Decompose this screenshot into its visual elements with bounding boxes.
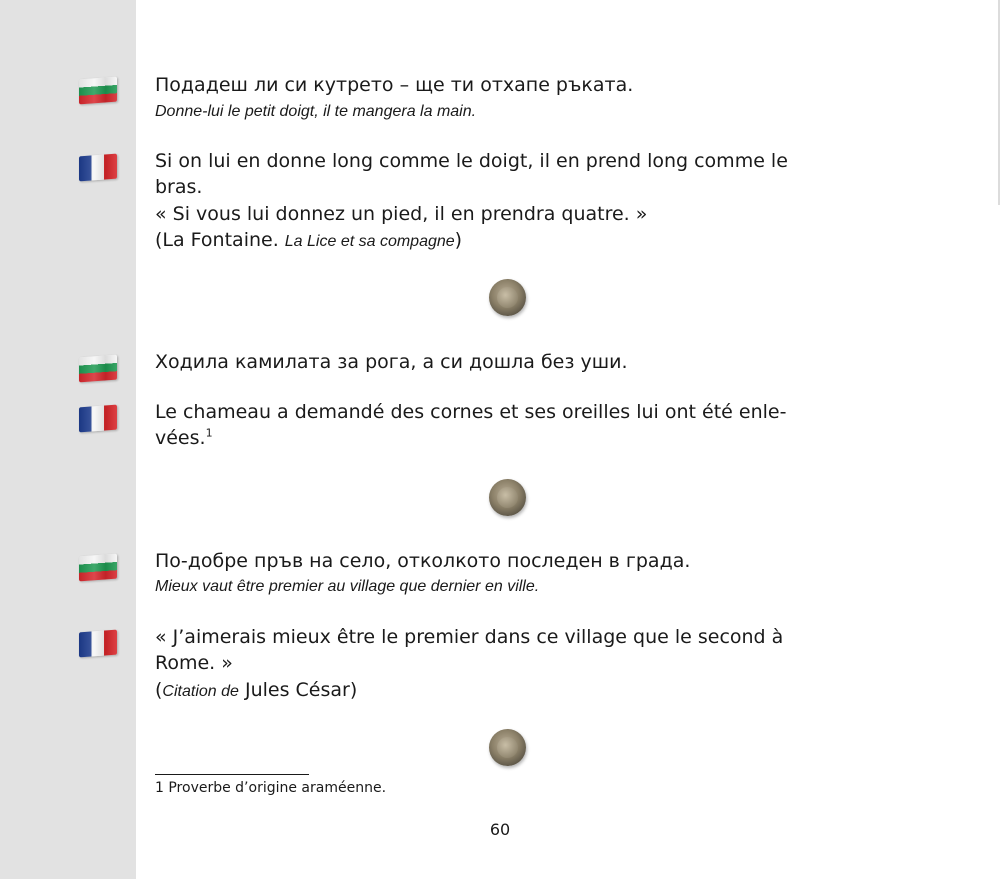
- proverb-bg-1: Подадеш ли си кутрето – ще ти отхапе ръката.: [155, 74, 634, 96]
- page-gutter: [0, 0, 136, 879]
- coin-icon: [489, 479, 526, 516]
- bulgaria-flag-icon: [79, 77, 117, 105]
- coin-icon: [489, 729, 526, 766]
- proverb-fr-2-line2: [155, 427, 213, 449]
- proverb-fr-1-line1: Si on lui en donne long comme le doigt, il en prend long comme le: [155, 150, 788, 172]
- france-flag-icon: [79, 630, 117, 658]
- france-flag-icon: [79, 154, 117, 182]
- source-label: Citation de: [162, 683, 239, 700]
- france-flag-icon: [79, 405, 117, 433]
- source-author: (La Fontaine.: [155, 229, 285, 251]
- proverb-fr-1-source: [155, 229, 462, 251]
- proverb-bg-2: Ходила камилата за рога, а си дошла без уши.: [155, 351, 628, 373]
- proverb-fr-1-line2: bras.: [155, 176, 203, 198]
- proverb-fr-3-source: [155, 679, 357, 701]
- source-title: La Lice et sa compagne: [284, 233, 455, 250]
- proverb-bg-3: По-добре пръв на село, отколкото последен в града.: [155, 550, 691, 572]
- footnote-rule: [155, 774, 309, 775]
- bulgaria-flag-icon: [79, 355, 117, 383]
- proverb-bg-1-translation: Donne-lui le petit doigt, il te mangera la main.: [155, 103, 477, 120]
- proverb-fr-3-line2: Rome. »: [155, 652, 233, 674]
- proverb-fr-1-line3: « Si vous lui donnez un pied, il en prendra quatre. »: [155, 203, 648, 225]
- footnote: 1 Proverbe d’origine araméenne.: [155, 780, 387, 796]
- proverb-fr-2-text: vées.: [155, 427, 206, 449]
- footnote-ref: 1: [205, 426, 213, 440]
- source-author: Jules César): [238, 679, 358, 701]
- proverb-bg-3-translation: Mieux vaut être premier au village que dernier en ville.: [155, 578, 540, 595]
- coin-icon: [489, 279, 526, 316]
- bulgaria-flag-icon: [79, 554, 117, 582]
- proverb-fr-3-line1: « J’aimerais mieux être le premier dans ce village que le second à: [155, 626, 784, 648]
- proverb-fr-2-line1: Le chameau a demandé des cornes et ses oreilles lui ont été enle-: [155, 401, 787, 423]
- page-number: 60: [489, 820, 511, 839]
- source-open: (: [155, 679, 163, 701]
- source-close: ): [454, 229, 463, 251]
